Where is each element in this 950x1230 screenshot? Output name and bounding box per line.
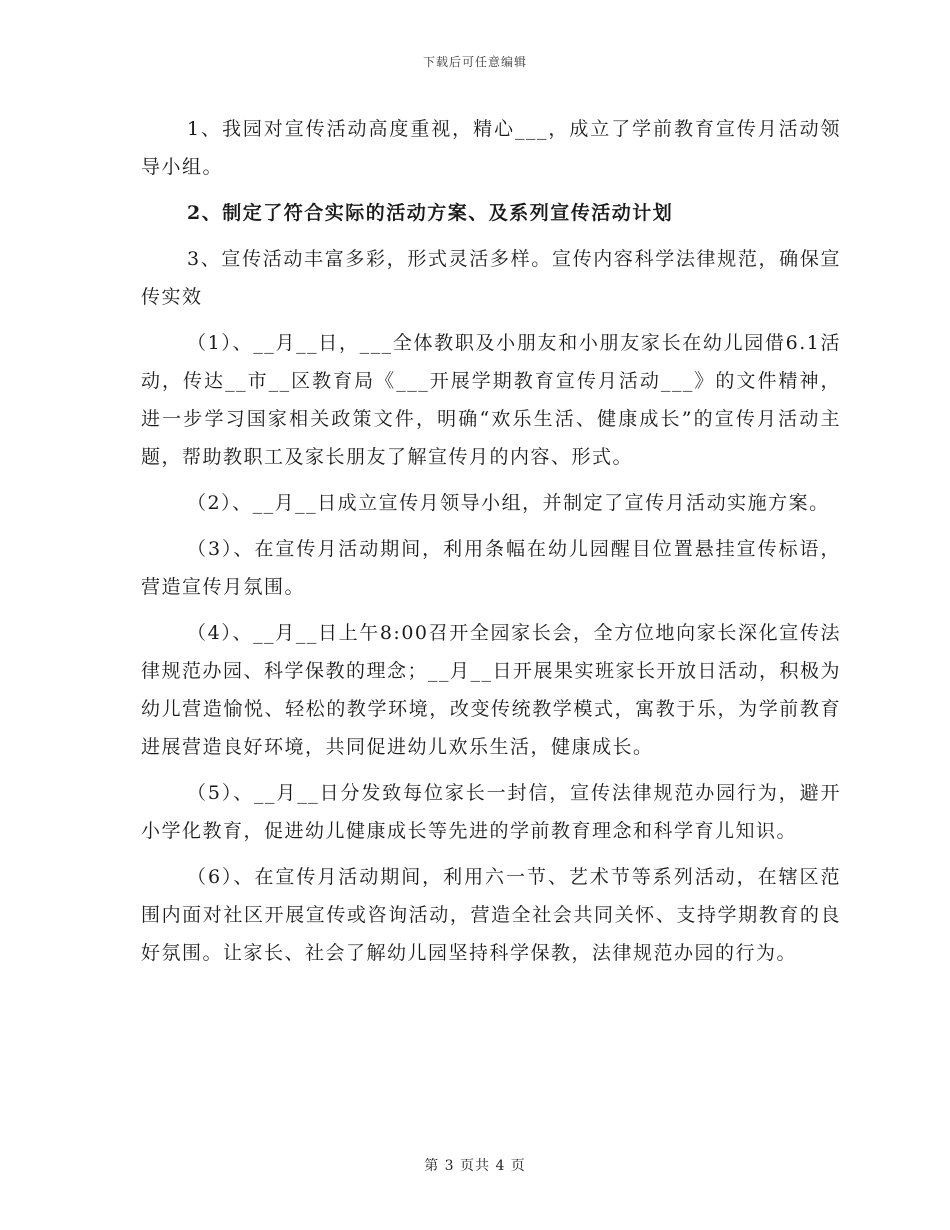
paragraph-1: 1、我园对宣传活动高度重视，精心___，成立了学前教育宣传月活动领导小组。 [141,118,841,178]
paragraph-item-1: （1）、__月__日，___全体教职及小朋友和小朋友家长在幼儿园借6.1活动，传达__市__区教育局《___开展学期教育宣传月活动___》的文件精神，进一步学习国家相关政策文件，明确“欢乐生活、健康成长”的宣传月活动主题，帮助教职工及家长朋友了解宣传月的内容、形式。 [141,332,841,468]
paragraph-item-5: （5）、__月__日分发致每位家长一封信，宣传法律规范办园行为，避开小学化教育，促进幼儿健康成长等先进的学前教育理念和科学育儿知识。 [141,782,841,842]
document-body [141,110,841,980]
paragraph-item-2: （2）、__月__日成立宣传月领导小组，并制定了宣传月活动实施方案。 [187,492,830,514]
paragraph-item-6: （6）、在宣传月活动期间，利用六一节、艺术节等系列活动，在辖区范围内面对社区开展宣传或咨询活动，营造全社会共同关怀、支持学期教育的良好氛围。让家长、社会了解幼儿园坚持科学保教，法律规范办园的行为。 [141,866,841,964]
paragraph-item-4: （4）、__月__日上午8:00召开全园家长会，全方位地向家长深化宣传法律规范办园、科学保教的理念；__月__日开展果实班家长开放日活动，积极为幼儿营造愉悦、轻松的教学环境，改变传统教学模式，寓教于乐，为学前教育进展营造良好环境，共同促进幼儿欢乐生活，健康成长。 [141,622,842,758]
paragraph-2-heading: 2、制定了符合实际的活动方案、及系列宣传活动计划 [187,202,674,224]
page-footer: 第 3 页共 4 页 [424,1158,526,1174]
page-header: 下载后可任意编辑 [422,55,527,69]
paragraph-item-3: （3）、在宣传月活动期间，利用条幅在幼儿园醒目位置悬挂宣传标语，营造宣传月氛围。 [141,538,841,598]
paragraph-3: 3、宣传活动丰富多彩，形式灵活多样。宣传内容科学法律规范，确保宣传实效 [141,248,841,308]
